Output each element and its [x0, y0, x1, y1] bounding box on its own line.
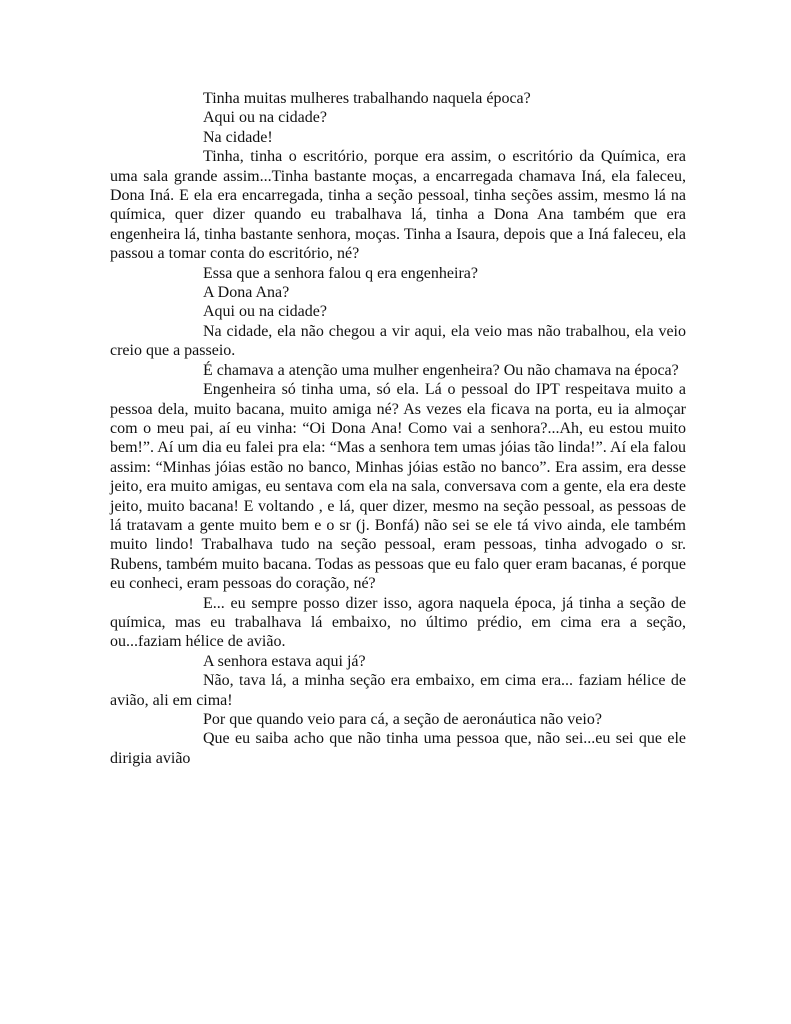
paragraph: É chamava a atenção uma mulher engenheira? Ou não chamava na época? — [203, 361, 679, 379]
paragraph: A senhora estava aqui já? — [203, 652, 366, 670]
paragraph: Aqui ou na cidade? — [203, 109, 327, 127]
paragraph: Que eu saiba acho que não tinha uma pessoa que, não sei...eu sei que ele dirigia avião — [110, 730, 686, 767]
paragraph: Aqui ou na cidade? — [203, 303, 327, 321]
paragraph: Por que quando veio para cá, a seção de aeronáutica não veio? — [203, 711, 602, 728]
document-page — [110, 89, 686, 768]
paragraph: A Dona Ana? — [203, 284, 290, 302]
paragraph: E... eu sempre posso dizer isso, agora naquela época, já tinha a seção de química, mas eu trabalhava lá embaixo, no último prédio, em cima era a seção, ou...faziam hélice de avião. — [110, 594, 686, 651]
paragraph: Na cidade! — [203, 128, 273, 146]
paragraph: Não, tava lá, a minha seção era embaixo, em cima era... faziam hélice de avião, ali em cima! — [110, 672, 686, 709]
paragraph: Tinha muitas mulheres trabalhando naquela época? — [203, 90, 531, 107]
paragraph: Essa que a senhora falou q era engenheira? — [203, 264, 478, 282]
paragraph: Tinha, tinha o escritório, porque era assim, o escritório da Química, era uma sala grande assim...Tinha bastante moças, a encarregada chamava Iná, ela faleceu, Dona Iná. E ela era encarregada, tinha a seção pessoal, tinha seções assim, mesmo lá na química, quer dizer quando eu trabalhava lá, tinha a Dona Ana também que era engenheira lá, tinha bastante senhora, moças. Tinha a Isaura, depois que a Iná faleceu, ela passou a tomar conta do escritório, né? — [110, 148, 686, 263]
paragraph: Na cidade, ela não chegou a vir aqui, ela veio mas não trabalhou, ela veio creio que a passeio. — [110, 322, 686, 360]
paragraph: Engenheira só tinha uma, só ela. Lá o pessoal do IPT respeitava muito a pessoa dela, muito bacana, muito amiga né? As vezes ela ficava na porta, eu ia almoçar com o meu pai, aí eu vinha: “Oi Dona Ana! Como vai a senhora?...Ah, eu estou muito bem!”. Aí um dia eu falei pra ela: “Mas a senhora tem umas jóias tão linda!”. Aí ela falou assim: “Minhas jóias estão no banco, Minhas jóias estão no banco”. Era assim, era desse jeito, era muito amigas, eu sentava com ela na sala, conversava com a gente, ela era deste jeito, muito bacana! E voltando , e lá, quer dizer, mesmo na seção pessoal, as pessoas de lá tratavam a gente muito bem e o sr (j. Bonfá) não sei se ele tá vivo ainda, ele também muito lindo! Trabalhava tudo na seção pessoal, eram pessoas, tinha advogado o sr. Rubens, também muito bacana. Todas as pessoas que eu falo quer eram bacanas, é porque eu conheci, eram pessoas do coração, né? — [110, 381, 686, 593]
